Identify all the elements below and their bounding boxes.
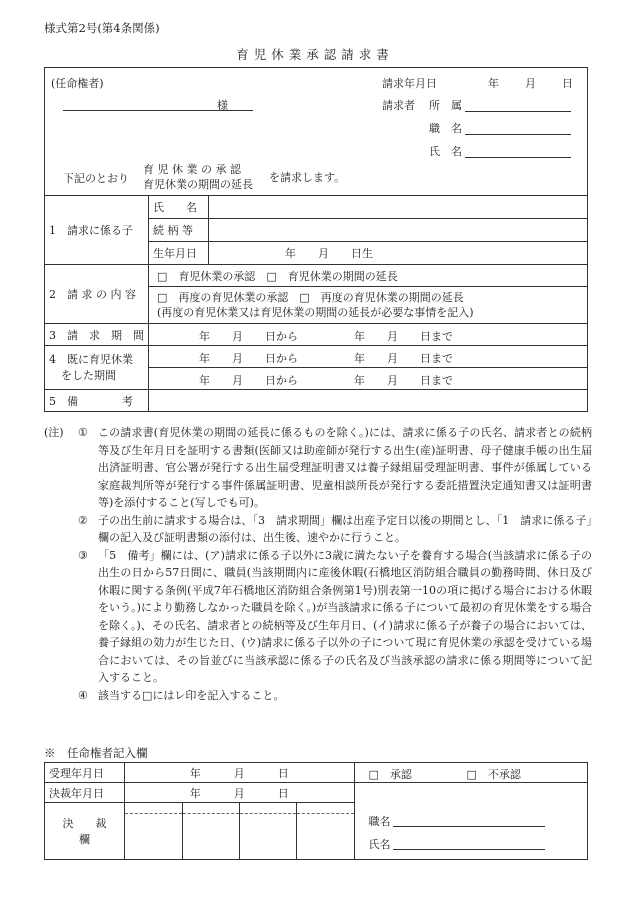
approve-checkbox[interactable]: □ 承認	[368, 768, 412, 781]
page-title: 育児休業承認請求書	[236, 47, 394, 62]
note-4-marker: ④	[78, 688, 88, 702]
received-date-field[interactable]: 年 月 日	[124, 763, 354, 783]
child-name-label: 氏 名	[149, 196, 209, 219]
content-options-1[interactable]: □ 育児休業の承認 □ 育児休業の期間の延長	[149, 265, 588, 287]
request-date-year[interactable]: 年	[488, 77, 499, 90]
request-date-day[interactable]: 日	[562, 77, 573, 90]
request-suffix: を請求します。	[269, 171, 346, 184]
child-relation-label: 続 柄 等	[149, 219, 209, 242]
appointer-entry-table	[44, 762, 588, 860]
period-to[interactable]: 年 月 日まで	[354, 330, 453, 343]
name-label: 氏 名	[429, 145, 462, 158]
approver-name-field[interactable]	[393, 834, 545, 850]
decided-date-label: 決裁年月日	[45, 783, 125, 803]
intro-text: 下記のとおり	[63, 172, 129, 185]
note-2-marker: ②	[78, 513, 88, 527]
period-section-label: 3 請 求 期 間	[45, 324, 149, 346]
affiliation-label: 所 属	[429, 99, 462, 112]
affiliation-field[interactable]	[465, 96, 571, 112]
request-form-table	[44, 67, 588, 412]
prior-period-1-to[interactable]: 年 月 日まで	[354, 352, 453, 365]
notes-prefix: (注)	[44, 426, 64, 439]
child-name-field[interactable]	[208, 196, 587, 219]
note-3-text: 「5 備考」欄には、(ア)請求に係る子以外に3歳に満たない子を養育する場合(当該請求に係る子の出生の日から57日間に、職員(当該期間内に産後休暇(石橋地区消防組合職員の勤務時間、休日及び休暇に関する条例(平成7年石橋地区消防組合条例第1号)別表第一10の項に掲げる場合における休暇をいう。)により勤務しなかった職員を除く。)が当該請求に係る子について最初の育児休業をする場合を除く。)、その氏名、請求者との続柄等及び生年月日、(イ)請求に係る子が養子の場合においては、養子縁組の効力が生じた日、(ウ)請求に係る子以外の子について現に育児休業の承認を受けている場合においては、その旨並びに当該承認に係る子の氏名及び当該承認の請求に係る期間等について記入すること。	[98, 548, 592, 684]
child-birth-field[interactable]: 年 月 日生	[208, 242, 587, 265]
child-birth-label: 生年月日	[149, 242, 209, 265]
content-options-2[interactable]: □ 再度の育児休業の承認 □ 再度の育児休業の期間の延長	[157, 291, 464, 304]
content-options-note: (再度の育児休業又は育児休業の期間の延長が必要な事情を記入)	[157, 306, 474, 319]
remarks-label: 5 備 考	[45, 390, 149, 412]
request-date-label: 請求年月日	[382, 77, 437, 90]
approver-job-title-label: 職名	[368, 815, 391, 828]
prior-period-2-to[interactable]: 年 月 日まで	[354, 374, 453, 387]
child-section-label: 1 請求に係る子	[45, 196, 149, 265]
note-4-text: 該当する□にはレ印を記入すること。	[98, 688, 285, 702]
name-field[interactable]	[465, 142, 571, 158]
job-title-field[interactable]	[465, 119, 571, 135]
decision-stamp-grid	[125, 803, 354, 859]
decided-date-field[interactable]: 年 月 日	[124, 783, 354, 803]
prior-leave-label-1: 4 既に育児休業	[49, 352, 133, 366]
child-relation-field[interactable]	[208, 219, 587, 242]
approver-job-title-field[interactable]	[393, 811, 545, 827]
notes-section	[44, 424, 592, 704]
content-section-label: 2 請 求 の 内 容	[45, 265, 149, 324]
prior-leave-label-2: をした期間	[61, 368, 116, 382]
appointer-section-heading: ※ 任命権者記入欄	[44, 746, 148, 760]
note-1-text: この請求書(育児休業の期間の延長に係るものを除く。)には、請求に係る子の氏名、請求者との続柄等及び生年月日を証明する書類(医師又は助産師が発行する出生(産)証明書、母子健康手帳の出生届出済証明書、官公署が発行する出生届受理証明書又は養子縁組届受理証明書、事件が係属している家庭裁判所等が発行する事件係属証明書、児童相談所長が発行する委託措置決定通知書又は証明書等)を添付すること(写しでも可)。	[98, 426, 592, 509]
period-from[interactable]: 年 月 日から	[199, 330, 298, 343]
remarks-field[interactable]	[149, 390, 588, 412]
appointer-label: (任命権者)	[51, 77, 104, 90]
request-date-month[interactable]: 月	[525, 77, 536, 90]
job-title-label: 職 名	[429, 122, 462, 135]
note-3-marker: ③	[78, 548, 88, 562]
requester-label: 請求者	[382, 99, 415, 112]
received-date-label: 受理年月日	[45, 763, 125, 783]
option-extension[interactable]: 育児休業の期間の延長	[143, 178, 253, 191]
honorific: 様	[217, 99, 228, 112]
note-2-text: 子の出生前に請求する場合は、「3 請求期間」欄は出産予定日以後の期間とし、「1 請求に係る子」欄の記入及び証明書類の添付は、出生後、速やかに行うこと。	[98, 513, 592, 544]
form-number: 様式第2号(第4条関係)	[44, 21, 160, 35]
option-approval[interactable]: 育 児 休 業 の 承 認	[143, 163, 241, 176]
approver-name-label: 氏名	[368, 838, 391, 851]
decision-label: 決 裁 欄	[45, 803, 125, 860]
disapprove-checkbox[interactable]: □ 不承認	[466, 768, 521, 781]
prior-period-2-from[interactable]: 年 月 日から	[199, 374, 298, 387]
prior-period-1-from[interactable]: 年 月 日から	[199, 352, 298, 365]
note-1-marker: ①	[78, 426, 88, 439]
